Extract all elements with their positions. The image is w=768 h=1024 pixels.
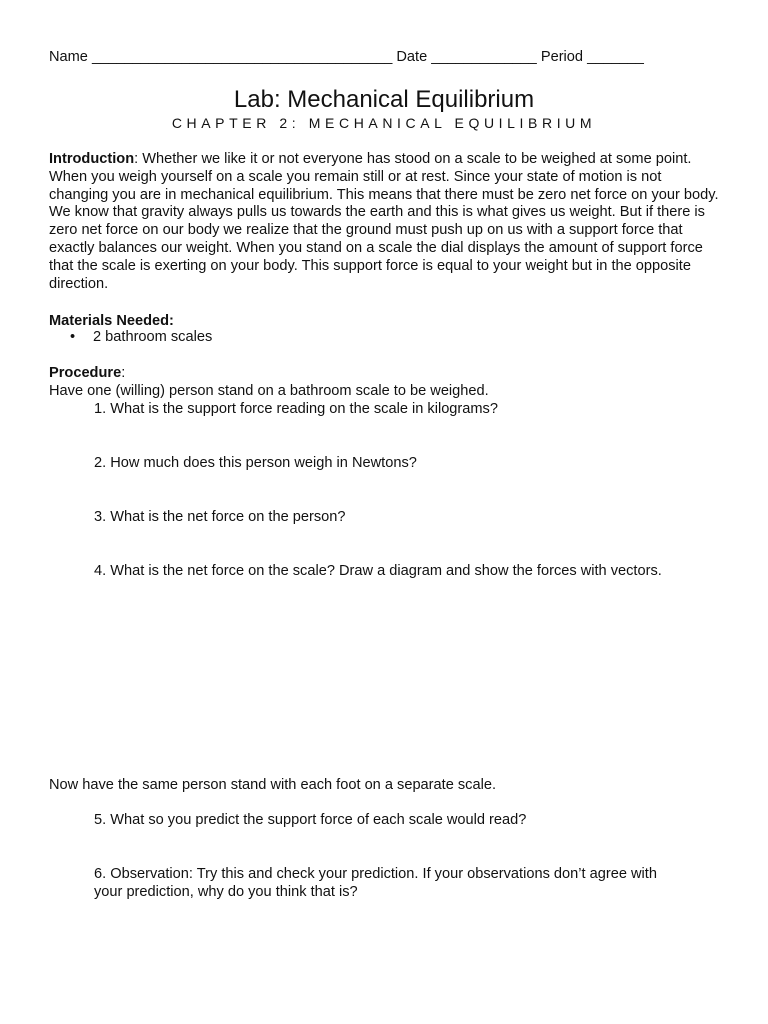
- introduction-heading: Introduction: [49, 151, 135, 167]
- introduction-paragraph: [49, 151, 721, 293]
- question-3: 3. What is the net force on the person?: [94, 509, 346, 525]
- question-5: 5. What so you predict the support force of each scale would read?: [94, 812, 527, 828]
- procedure-heading: Procedure: [49, 365, 122, 381]
- name-label: Name: [49, 49, 88, 65]
- question-1: 1. What is the support force reading on the scale in kilograms?: [94, 401, 498, 417]
- page-title: Lab: Mechanical Equilibrium: [233, 86, 535, 113]
- materials-item-label: 2 bathroom scales: [93, 329, 213, 345]
- name-blank[interactable]: _____________________________________: [92, 49, 393, 65]
- procedure-heading-line: [49, 365, 721, 383]
- materials-heading: Materials Needed:: [49, 313, 174, 329]
- procedure-intro: Have one (willing) person stand on a bathroom scale to be weighed.: [49, 383, 489, 399]
- period-label: Period: [540, 49, 584, 65]
- header-fields: [49, 49, 644, 67]
- period-blank[interactable]: _______: [587, 49, 644, 65]
- introduction-text: : Whether we like it or not everyone has stood on a scale to be weighed at some point. When you weigh yourself on a scale you remain still or at rest. Since your state of motion is not changing you are in mechanical equilibrium. This means that there must be zero net force on your body. We know that gravity always pulls us towards the earth and this is what gives us weight. But if there is zero net force on our body we realize that the ground must push up on us with a support force that exactly balances our weight. When you stand on a scale the dial displays the amount of support force that the scale is exerting on your body. This support force is equal to your weight but in the opposite direction.: [49, 151, 719, 292]
- question-2: 2. How much does this person weigh in Newtons?: [94, 455, 417, 471]
- question-6: 6. Observation: Try this and check your prediction. If your observations don’t agree with your prediction, why do you think that is?: [94, 866, 657, 900]
- second-procedure-intro: Now have the same person stand with each foot on a separate scale.: [49, 777, 496, 793]
- chapter-subtitle: CHAPTER 2: MECHANICAL EQUILIBRIUM: [171, 115, 597, 131]
- procedure-heading-colon: :: [121, 365, 126, 381]
- materials-list-item: [70, 329, 213, 347]
- question-4: 4. What is the net force on the scale? Draw a diagram and show the forces with vectors.: [94, 563, 662, 579]
- bullet-icon: •: [70, 329, 76, 345]
- date-label: Date: [396, 49, 428, 65]
- date-blank[interactable]: _____________: [431, 49, 537, 65]
